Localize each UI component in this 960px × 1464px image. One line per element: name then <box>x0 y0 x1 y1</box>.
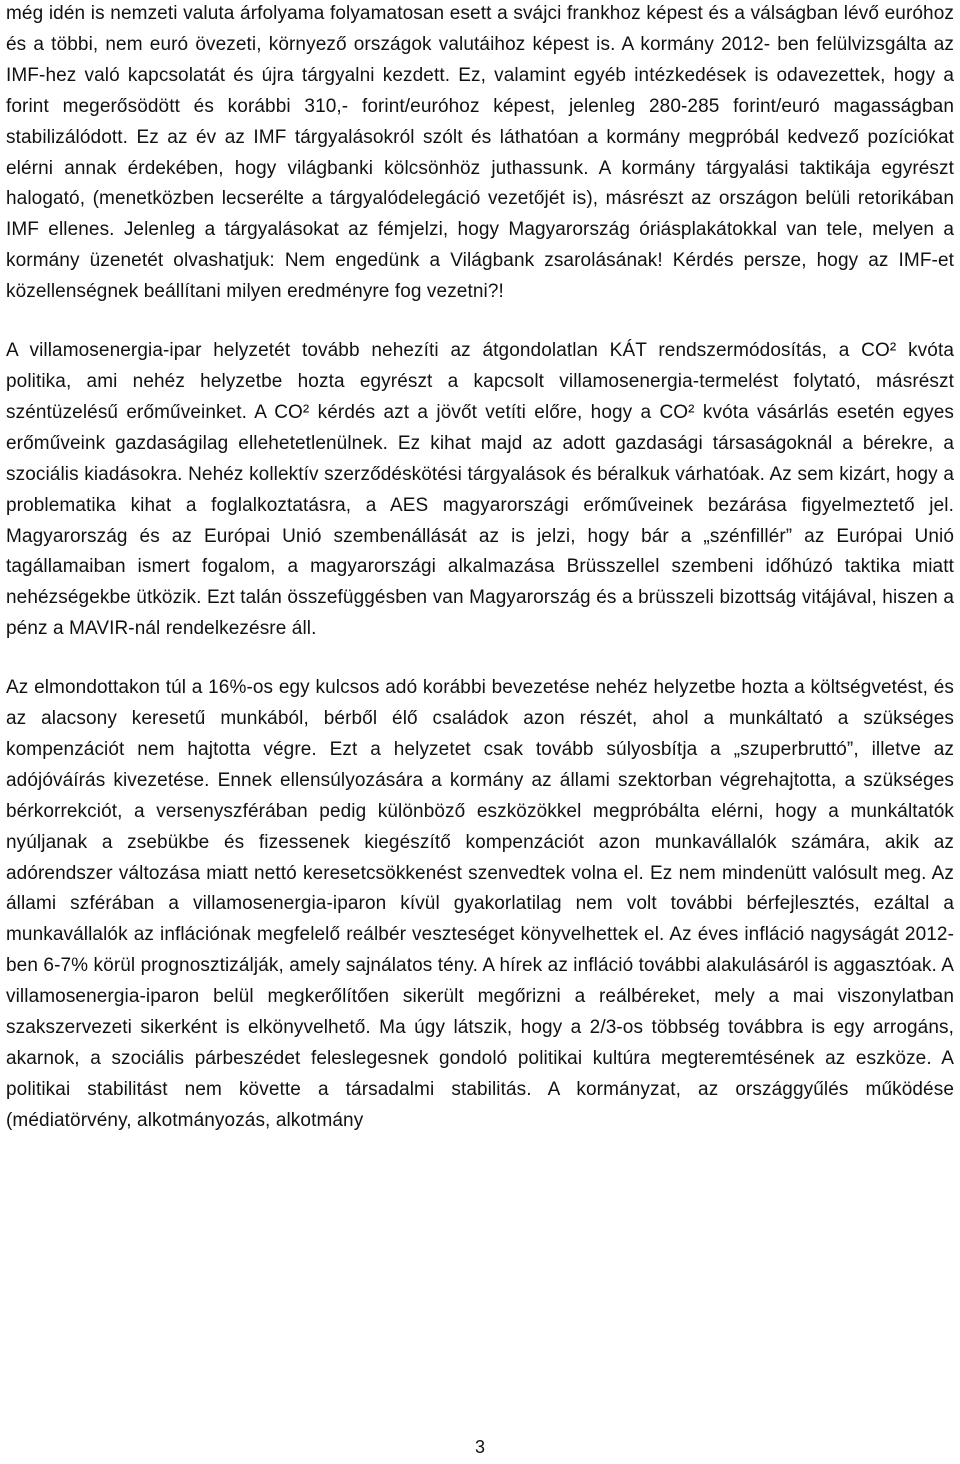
paragraph-imf-currency: még idén is nemzeti valuta árfolyama folyamatosan esett a svájci frankhoz képest és a válságban lévő euróhoz és a többi, nem euró övezeti, környező országok valutáihoz képest is. A kormány 2012- ben felülvizsgálta az IMF-hez való kapcsolatát és újra tárgyalni kezdett. Ez, valamint egyéb intézkedések is odavezettek, hogy a forint megerősödött és korábbi 310,- forint/euróhoz képest, jelenleg 280-285 forint/euró magasságban stabilizálódott. Ez az év az IMF tárgyalásokról szólt és láthatóan a kormány megpróbál kedvező pozíciókat elérni annak érdekében, hogy világbanki kölcsönhöz juthassunk. A kormány tárgyalási taktikája egyrészt halogató, (menetközben lecserélte a tárgyalódelegáció vezetőjét is), másrészt az országon belüli retorikában IMF ellenes. Jelenleg a tárgyalásokat az fémjelzi, hogy Magyarország óriásplakátokkal van tele, melyen a kormány üzenetét olvashatjuk: Nem engedünk a Világbank zsarolásának! Kérdés persze, hogy az IMF-et közellenségnek beállítani milyen eredményre fog vezetni?! <box>6 3 954 303</box>
paragraph-energy-industry: A villamosenergia-ipar helyzetét tovább nehezíti az átgondolatlan KÁT rendszermódosítás, a CO² kvóta politika, ami nehéz helyzetbe hozta egyrészt a kapcsolt villamosenergia-termelést folytató, másrészt széntüzelésű erőműveinket. A CO² kérdés azt a jövőt vetíti előre, hogy a CO² kvóta vásárlás esetén egyes erőműveink gazdaságilag ellehetetlenülnek. Ez kihat majd az adott gazdasági társaságoknál a bérekre, a szociális kiadásokra. Nehéz kollektív szerződéskötési tárgyalások és béralkuk várhatóak. Az sem kizárt, hogy a problematika kihat a foglalkoztatásra, a AES magyarországi erőműveinek bezárása figyelmeztető jel. Magyarország és az Európai Unió szembenállását az is jelzi, hogy bár a „szénfillér” az Európai Unió tagállamaiban ismert fogalom, a magyarországi alkalmazása Brüsszellel szembeni időhúzó taktika miatt nehézségekbe ütközik. Ezt talán összefüggésben van Magyarország és a brüsszeli bizottság vitájával, hiszen a pénz a MAVIR-nál rendelkezésre áll. <box>6 340 954 640</box>
page-number: 3 <box>474 1437 485 1457</box>
paragraph-tax-and-wages: Az elmondottakon túl a 16%-os egy kulcsos adó korábbi bevezetése nehéz helyzetbe hozta a költségvetést, és az alacsony keresetű munkából, bérből élő családok azon részét, ahol a munkáltató a szükséges kompenzációt nem hajtotta végre. Ezt a helyzetet csak tovább súlyosbítja a „szuperbruttó”, illetve az adójóváírás kivezetése. Ennek ellensúlyozására a kormány az állami szektorban végrehajtotta, a szükséges bérkorrekciót, a versenyszférában pedig különböző eszközökkel megpróbálta elérni, hogy a munkáltatók nyúljanak a zsebükbe és fizessenek kiegészítő kompenzációt azon munkavállalók számára, akik az adórendszer változása miatt nettó keresetcsökkenést szenvedtek volna el. Ez nem mindenütt valósult meg. Az állami szférában a villamosenergia-iparon kívül gyakorlatilag nem volt további bérfejlesztés, ezáltal a munkavállalók az inflációnak megfelelő reálbér veszteséget könyvelhettek el. Az éves infláció nagyságát 2012-ben 6-7% körül prognosztizálják, amely sajnálatos tény. A hírek az infláció további alakulásáról is aggasztóak. A villamosenergia-iparon belül megkerőlítően sikerült megőrizni a reálbéreket, mely a mai viszonylatban szakszervezeti sikerként is elkönyvelhető. Ma úgy látszik, hogy a 2/3-os többség továbbra is egy arrogáns, akarnok, a szociális párbeszédet feleslegesnek gondoló politikai kultúra megteremtésének az eszköze. A politikai stabilitást nem követte a társadalmi stabilitás. A kormányzat, az országgyűlés működése (médiatörvény, alkotmányozás, alkotmány <box>6 677 954 1131</box>
document-page <box>6 0 954 1137</box>
